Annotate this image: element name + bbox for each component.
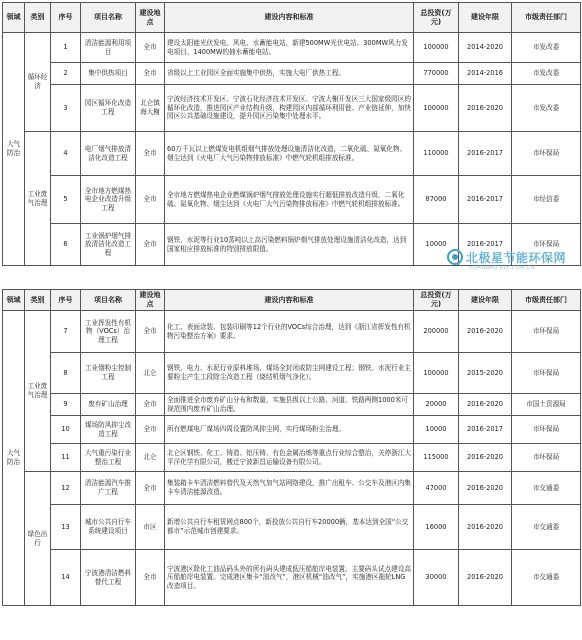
project-name: 工业锅炉烟气排放清洁化改造工程 bbox=[81, 224, 136, 266]
project-name: 城市公共自行车系统建设项目 bbox=[81, 505, 136, 550]
row-number: 1 bbox=[51, 33, 81, 63]
row-number: 9 bbox=[51, 394, 81, 416]
project-investment: 100000 bbox=[414, 353, 459, 394]
category-cell: 工业废气治理 bbox=[25, 132, 51, 266]
project-content: 宁波港区除化工油品码头外的所有码头建成低压船舶岸电装置，主要码头试点建设高压船舶岸电装置。完成港区集卡“油改气”，港区机械“油改气”，实施港区拖轮LNG改造项目。 bbox=[165, 550, 414, 606]
project-name: 废弃矿山治理 bbox=[81, 394, 136, 416]
category-cell: 绿色出行 bbox=[25, 472, 51, 606]
table-row bbox=[3, 505, 581, 550]
project-investment: 20000 bbox=[414, 394, 459, 416]
project-years: 2016-2020 bbox=[459, 472, 512, 505]
project-name: 清洁能源汽车推广工程 bbox=[81, 472, 136, 505]
project-investment: 10000 bbox=[414, 224, 459, 266]
table-row bbox=[3, 63, 581, 85]
project-content: 新增公共自行车租赁网点800个，新投放公共自行车20000辆，基本达到全国“公交都市”示范城市创建要求。 bbox=[165, 505, 414, 550]
header-name: 项目名称 bbox=[81, 3, 136, 33]
project-years: 2016-2020 bbox=[459, 550, 512, 606]
project-location: 全市 bbox=[136, 311, 165, 353]
responsible-dept: 市交通委 bbox=[512, 505, 581, 550]
responsible-dept: 市环保局 bbox=[512, 311, 581, 353]
project-years: 2016-2017 bbox=[459, 132, 512, 176]
responsible-dept: 市环保局 bbox=[512, 132, 581, 176]
project-location: 全市 bbox=[136, 224, 165, 266]
row-number: 13 bbox=[51, 505, 81, 550]
project-name: 大气重污染行业整治工程 bbox=[81, 444, 136, 472]
project-investment: 16000 bbox=[414, 505, 459, 550]
responsible-dept: 市交通委 bbox=[512, 472, 581, 505]
domain-cell: 大气防治 bbox=[3, 33, 25, 266]
project-content: 集装箱卡车清洁燃料替代及天然气加气站网络建设，推广出租车、公交车及港区内集卡车清洁能源改造。 bbox=[165, 472, 414, 505]
project-name: 煤场防风抑尘改造工程 bbox=[81, 416, 136, 444]
row-number: 4 bbox=[51, 132, 81, 176]
project-name: 工业挥发性有机物（VOCs）治理工程 bbox=[81, 311, 136, 353]
row-number: 5 bbox=[51, 176, 81, 224]
table-header-row bbox=[3, 3, 581, 33]
project-investment: 87000 bbox=[414, 176, 459, 224]
project-investment: 100000 bbox=[414, 33, 459, 63]
row-number: 10 bbox=[51, 416, 81, 444]
project-table-2 bbox=[2, 289, 581, 606]
project-content: 省级以上工业园区全面实施集中供热，实施大电厂供热工程。 bbox=[165, 63, 414, 85]
header-years: 建设年限 bbox=[459, 290, 512, 311]
project-content: 钢铁、水泥等行业10蒸吨以上高污染燃料锅炉烟气排放处理设施清洁化改造，达到国家相应排放标准的特别排放限值。 bbox=[165, 224, 414, 266]
project-name: 宁波港清洁燃料替代工程 bbox=[81, 550, 136, 606]
project-location: 北仑 bbox=[136, 444, 165, 472]
project-investment: 100000 bbox=[414, 85, 459, 132]
table-row bbox=[3, 132, 581, 176]
project-content: 宁波经济技术开发区、宁波石化经济技术开发区、宁波大榭开发区三大国家级园区的循环化改造，推进园区产业结构升级，构建园区内部循环利用链、产业链延伸，加快园区公共基础设施建设，提升园区污染集中处理水平。 bbox=[165, 85, 414, 132]
header-content: 建设内容和标准 bbox=[165, 3, 414, 33]
project-investment: 10000 bbox=[414, 416, 459, 444]
responsible-dept: 市环保局 bbox=[512, 353, 581, 394]
header-category: 类别 bbox=[25, 290, 51, 311]
header-dept: 市级责任部门 bbox=[512, 290, 581, 311]
table-row bbox=[3, 394, 581, 416]
responsible-dept: 市发改委 bbox=[512, 33, 581, 63]
responsible-dept: 市环保局 bbox=[512, 444, 581, 472]
project-content: 所有燃煤电厂煤场四周设置防风抑尘网，实行煤场粉尘治理。 bbox=[165, 416, 414, 444]
project-investment: 115000 bbox=[414, 444, 459, 472]
header-years: 建设年限 bbox=[459, 3, 512, 33]
header-location: 建设地点 bbox=[136, 290, 165, 311]
category-cell: 工业废气治理 bbox=[25, 311, 51, 472]
project-location: 全市 bbox=[136, 550, 165, 606]
project-table-1 bbox=[2, 2, 581, 266]
row-number: 3 bbox=[51, 85, 81, 132]
row-number: 6 bbox=[51, 224, 81, 266]
project-years: 2016-2017 bbox=[459, 224, 512, 266]
project-name: 集中供热项目 bbox=[81, 63, 136, 85]
header-domain: 领域 bbox=[3, 290, 25, 311]
project-years: 2014-2020 bbox=[459, 33, 512, 63]
project-location: 北仑镇海大榭 bbox=[136, 85, 165, 132]
header-no: 序号 bbox=[51, 3, 81, 33]
project-content: 建设太阳能光伏发电、风电、水蓄能电站，新建500MW光伏电站、300MW风力发电项目、1400MW的抽水蓄能电站。 bbox=[165, 33, 414, 63]
row-number: 8 bbox=[51, 353, 81, 394]
responsible-dept: 市发改委 bbox=[512, 63, 581, 85]
project-content: 60万千瓦以上燃煤发电机组烟气排放处理设施清洁化改造，二氧化硫、氮氧化物、烟尘达到《火电厂大气污染物排放标准》中燃气轮机组排放标准。 bbox=[165, 132, 414, 176]
project-investment: 110000 bbox=[414, 132, 459, 176]
project-content: 全面推进全市废弃矿山分布和数量，实施县级以上公路、河道、铁路两侧1000米可视范围内废弃矿山治理。 bbox=[165, 394, 414, 416]
watermark-text: 北极星节能环保网 bbox=[466, 251, 567, 265]
row-number: 2 bbox=[51, 63, 81, 85]
project-location: 全市 bbox=[136, 176, 165, 224]
project-content: 钢铁、电力、水泥行业原料堆场、煤场全封闭或防尘网建设工程；钢铁、水泥行业主要粉尘产生工段除尘改造工程（烧结机烟气净化）。 bbox=[165, 353, 414, 394]
project-name: 工业烟粉尘控制工程 bbox=[81, 353, 136, 394]
project-years: 2016-2017 bbox=[459, 416, 512, 444]
project-name: 清洁能源利用项目 bbox=[81, 33, 136, 63]
row-number: 12 bbox=[51, 472, 81, 505]
project-years: 2016-2017 bbox=[459, 176, 512, 224]
table-row bbox=[3, 472, 581, 505]
watermark-url: HUANBAO.BJX.COM.CN bbox=[469, 265, 536, 271]
table-row bbox=[3, 224, 581, 266]
project-location: 全市 bbox=[136, 132, 165, 176]
project-location: 北仑 bbox=[136, 353, 165, 394]
project-location: 全市 bbox=[136, 394, 165, 416]
project-years: 2016-2020 bbox=[459, 85, 512, 132]
project-investment: 47000 bbox=[414, 472, 459, 505]
project-years: 2014-2016 bbox=[459, 63, 512, 85]
responsible-dept: 市环保局 bbox=[512, 224, 581, 266]
project-content: 北仑区钢铁、化工、铸造、铝压铸、有色金属冶炼等重点行业综合整治，关停浙江大平洋化学有限公司，搬迁宁波新昌运输设备有限公司。 bbox=[165, 444, 414, 472]
project-years: 2016-2020 bbox=[459, 444, 512, 472]
project-years: 2016-2020 bbox=[459, 394, 512, 416]
table-row bbox=[3, 311, 581, 353]
project-investment: 30000 bbox=[414, 550, 459, 606]
header-dept: 市级责任部门 bbox=[512, 3, 581, 33]
project-content: 全市地方燃煤热电企业燃煤锅炉烟气排放处理设施实行超低排放改造升级，二氧化硫、氮氧化物、烟尘达到《火电厂大气污染物排放标准》中燃气轮机组排放标准。 bbox=[165, 176, 414, 224]
category-cell: 循环经济 bbox=[25, 33, 51, 132]
project-location: 全市 bbox=[136, 416, 165, 444]
table-row bbox=[3, 85, 581, 132]
project-location: 全市 bbox=[136, 63, 165, 85]
project-years: 2016-2020 bbox=[459, 311, 512, 353]
project-name: 园区循环化改造工程 bbox=[81, 85, 136, 132]
table-header-row bbox=[3, 290, 581, 311]
project-investment: 770000 bbox=[414, 63, 459, 85]
responsible-dept: 市发改委 bbox=[512, 85, 581, 132]
project-years: 2016-2020 bbox=[459, 505, 512, 550]
responsible-dept: 市交通委 bbox=[512, 550, 581, 606]
header-investment: 总投资(万元) bbox=[414, 290, 459, 311]
project-location: 全市 bbox=[136, 472, 165, 505]
header-name: 项目名称 bbox=[81, 290, 136, 311]
project-location: 市区 bbox=[136, 505, 165, 550]
header-investment: 总投资(万元) bbox=[414, 3, 459, 33]
table-row bbox=[3, 176, 581, 224]
table-row bbox=[3, 550, 581, 606]
row-number: 14 bbox=[51, 550, 81, 606]
responsible-dept: 市国土资源局 bbox=[512, 394, 581, 416]
header-category: 类别 bbox=[25, 3, 51, 33]
responsible-dept: 市环保局 bbox=[512, 416, 581, 444]
table-row bbox=[3, 444, 581, 472]
project-name: 全市地方燃煤热电企业改造升级工程 bbox=[81, 176, 136, 224]
project-years: 2015-2020 bbox=[459, 353, 512, 394]
project-investment: 200000 bbox=[414, 311, 459, 353]
project-content: 化工、表面涂装、包装印刷等12个行业的VOCs综合治理，达到《浙江省挥发性有机物污染整治方案》要求。 bbox=[165, 311, 414, 353]
header-content: 建设内容和标准 bbox=[165, 290, 414, 311]
domain-cell: 大气防治 bbox=[3, 311, 25, 606]
table-row bbox=[3, 416, 581, 444]
responsible-dept: 市经信委 bbox=[512, 176, 581, 224]
header-domain: 领域 bbox=[3, 3, 25, 33]
project-location: 全市 bbox=[136, 33, 165, 63]
table-row bbox=[3, 33, 581, 63]
header-no: 序号 bbox=[51, 290, 81, 311]
table-row bbox=[3, 353, 581, 394]
row-number: 11 bbox=[51, 444, 81, 472]
project-name: 电厂烟气排放清洁化改造工程 bbox=[81, 132, 136, 176]
header-location: 建设地点 bbox=[136, 3, 165, 33]
row-number: 7 bbox=[51, 311, 81, 353]
